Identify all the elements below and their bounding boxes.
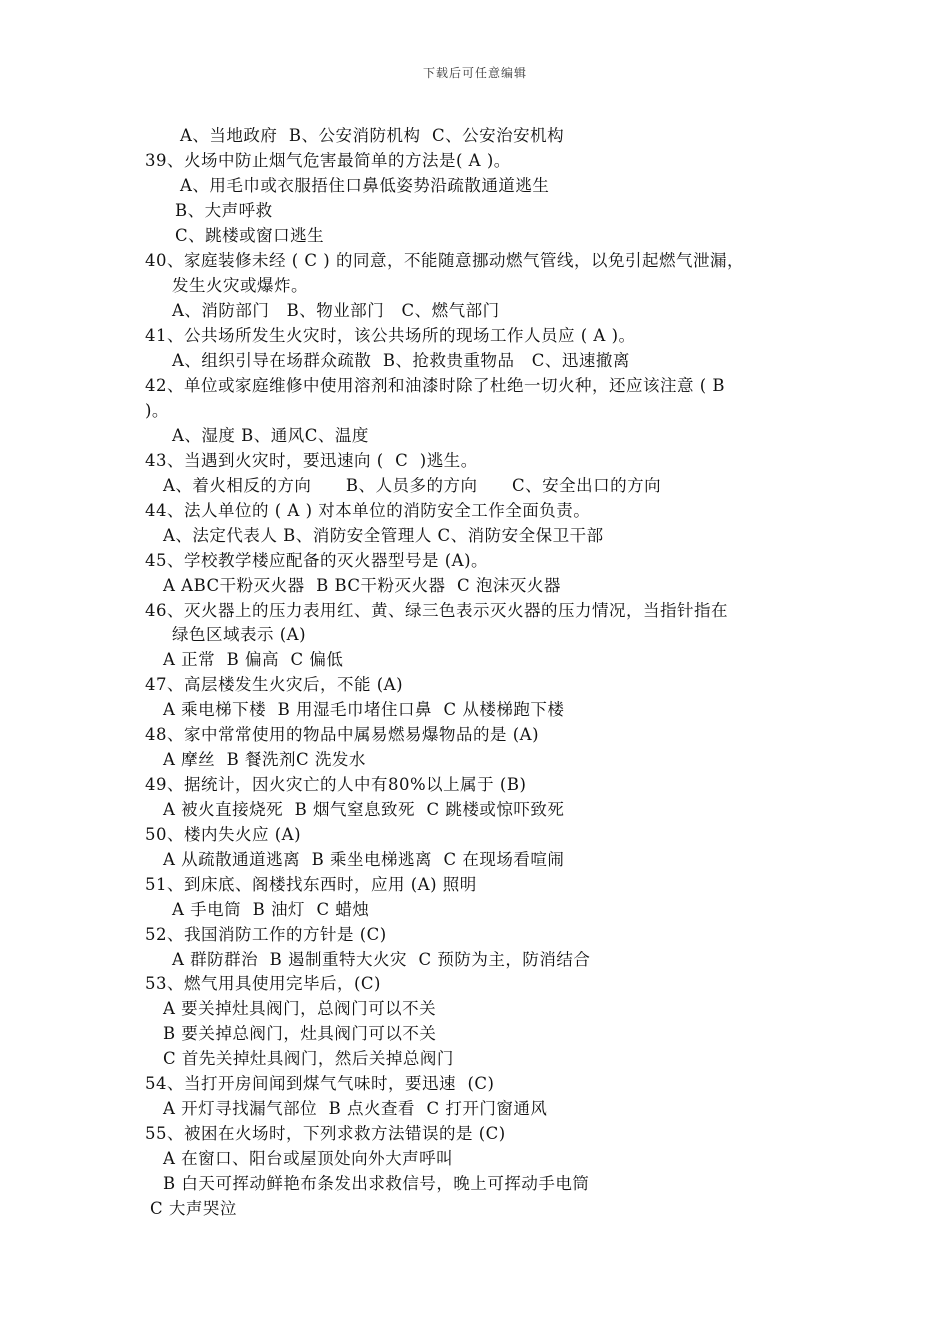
- question-42: 42、单位或家庭维修中使用溶剂和油漆时除了杜绝一切火种，还应该注意 ( B: [145, 376, 726, 395]
- question-51: 51、到床底、阁楼找东西时，应用 (A) 照明: [145, 875, 477, 894]
- question-continuation: 发生火灾或爆炸。: [172, 276, 308, 295]
- option-line: A、湿度 B、通风C、温度: [172, 426, 369, 445]
- option-line: C、跳楼或窗口逃生: [175, 226, 325, 245]
- option-line: C 首先关掉灶具阀门，然后关掉总阀门: [163, 1049, 454, 1068]
- option-line: C 大声哭泣: [150, 1199, 237, 1218]
- option-line: A 从疏散通道逃离 B 乘坐电梯逃离 C 在现场看喧闹: [163, 850, 565, 869]
- option-line: A、用毛巾或衣服捂住口鼻低姿势沿疏散通道逃生: [180, 176, 550, 195]
- option-line: B、大声呼救: [175, 201, 273, 220]
- question-39: 39、火场中防止烟气危害最简单的方法是( A )。: [145, 151, 511, 170]
- option-line: A、法定代表人 B、消防安全管理人 C、消防安全保卫干部: [163, 526, 604, 545]
- option-line: B 白天可挥动鲜艳布条发出求救信号，晚上可挥动手电筒: [163, 1174, 590, 1193]
- option-line: B 要关掉总阀门，灶具阀门可以不关: [163, 1024, 437, 1043]
- question-45: 45、学校教学楼应配备的灭火器型号是 (A)。: [145, 551, 489, 570]
- option-line: A、当地政府 B、公安消防机构 C、公安治安机构: [180, 126, 565, 145]
- question-46: 46、灭火器上的压力表用红、黄、绿三色表示灭火器的压力情况，当指针指在: [145, 601, 728, 620]
- option-line: A 手电筒 B 油灯 C 蜡烛: [172, 900, 370, 919]
- page-header: 下载后可任意编辑: [422, 66, 527, 80]
- question-47: 47、高层楼发生火灾后，不能 (A): [145, 675, 404, 694]
- option-line: A 要关掉灶具阀门，总阀门可以不关: [163, 999, 437, 1018]
- question-43: 43、当遇到火灾时，要迅速向 ( C )逃生。: [145, 451, 478, 470]
- question-55: 55、被困在火场时，下列求救方法错误的是 (C): [145, 1124, 506, 1143]
- question-44: 44、法人单位的 ( A ) 对本单位的消防安全工作全面负责。: [145, 501, 591, 520]
- question-50: 50、楼内失火应 (A): [145, 825, 302, 844]
- option-line: A 开灯寻找漏气部位 B 点火查看 C 打开门窗通风: [163, 1099, 548, 1118]
- option-line: A 乘电梯下楼 B 用湿毛巾堵住口鼻 C 从楼梯跑下楼: [163, 700, 565, 719]
- question-53: 53、燃气用具使用完毕后，(C): [145, 974, 381, 993]
- option-line: A 被火直接烧死 B 烟气窒息致死 C 跳楼或惊吓致死: [163, 800, 565, 819]
- option-line: A ABC干粉灭火器 B BC干粉灭火器 C 泡沫灭火器: [163, 576, 561, 595]
- question-continuation: 绿色区域表示 (A): [172, 625, 307, 644]
- question-48: 48、家中常常使用的物品中属易燃易爆物品的是 (A): [145, 725, 540, 744]
- option-line: A 群防群治 B 遏制重特大火灾 C 预防为主，防消结合: [172, 950, 591, 969]
- question-continuation: )。: [145, 401, 169, 420]
- option-line: A、着火相反的方向 B、人员多的方向 C、安全出口的方向: [163, 476, 662, 495]
- question-40: 40、家庭装修未经 ( C ) 的同意，不能随意挪动燃气管线，以免引起燃气泄漏，: [145, 251, 744, 270]
- option-line: A 摩丝 B 餐洗剂C 洗发水: [163, 750, 366, 769]
- question-41: 41、公共场所发生火灾时，该公共场所的现场工作人员应 ( A )。: [145, 326, 636, 345]
- option-line: A、组织引导在场群众疏散 B、抢救贵重物品 C、迅速撤离: [172, 351, 630, 370]
- question-54: 54、当打开房间闻到煤气气味时，要迅速 (C): [145, 1074, 495, 1093]
- option-line: A 在窗口、阳台或屋顶处向外大声呼叫: [163, 1149, 454, 1168]
- option-line: A、消防部门 B、物业部门 C、燃气部门: [172, 301, 500, 320]
- question-52: 52、我国消防工作的方针是 (C): [145, 925, 387, 944]
- option-line: A 正常 B 偏高 C 偏低: [163, 650, 344, 669]
- question-49: 49、据统计，因火灾亡的人中有80%以上属于 (B): [145, 775, 527, 794]
